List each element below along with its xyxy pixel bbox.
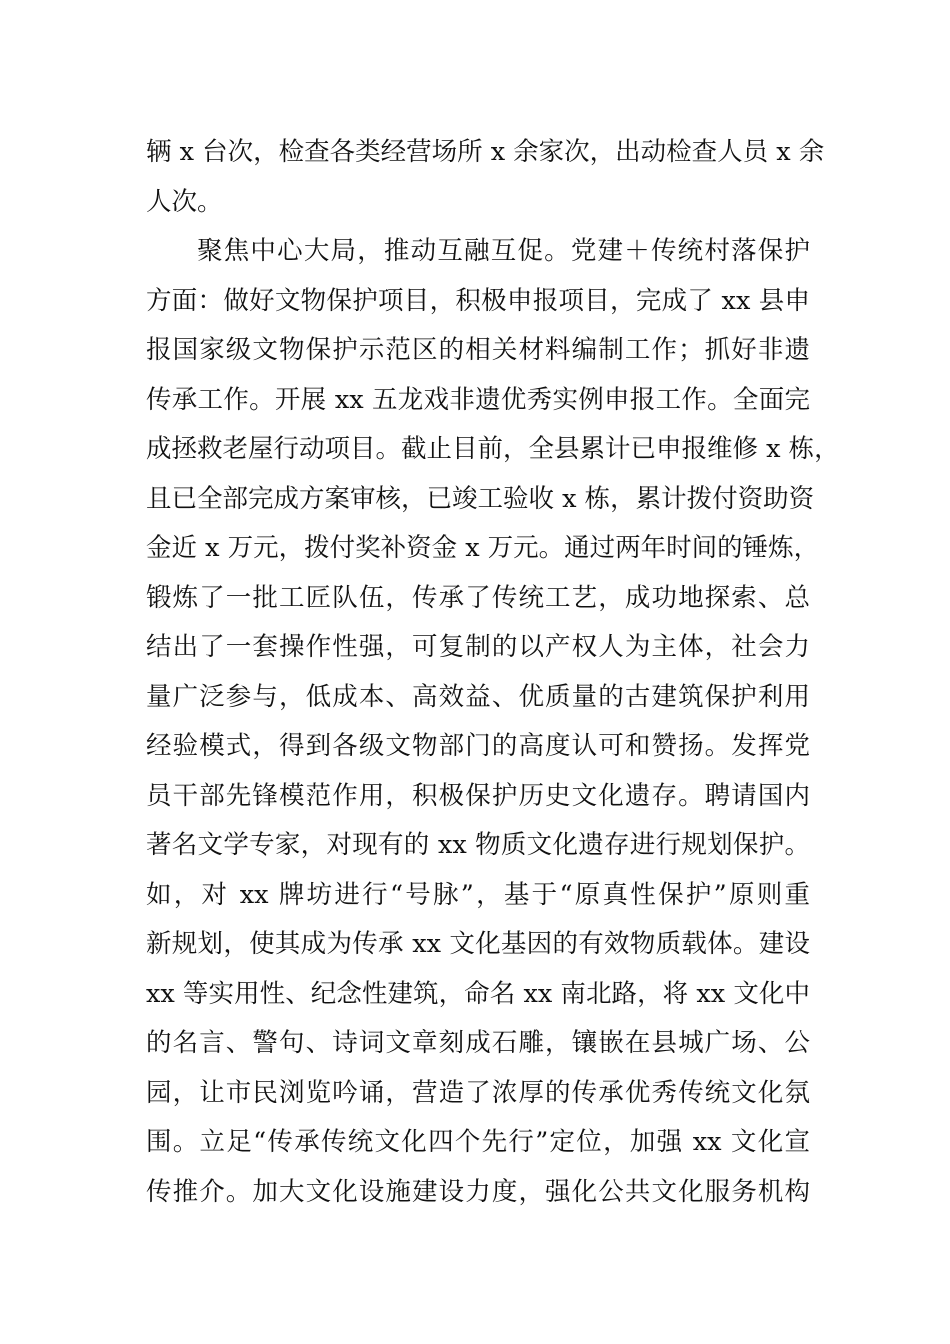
document-body: [146, 128, 840, 1217]
text-line: 如，对 xx 牌坊进行“号脉”，基于“原真性保护”原则重: [146, 879, 810, 910]
paragraph-1: [146, 128, 825, 227]
text-line: 人次。: [146, 186, 223, 217]
text-line: 新规划，使其成为传承 xx 文化基因的有效物质载体。建设: [146, 929, 810, 959]
paragraph-2: [146, 227, 840, 1217]
text-line: 聚焦中心大局，推动互融互促。党建＋传统村落保护: [197, 236, 810, 266]
text-line: xx 等实用性、纪念性建筑，命名 xx 南北路，将 xx 文化中: [146, 978, 810, 1009]
text-line: 方面：做好文物保护项目，积极申报项目，完成了 xx 县申: [146, 285, 810, 316]
text-line: 传推介。加大文化设施建设力度，强化公共文化服务机构: [146, 1176, 810, 1207]
text-line: 经验模式，得到各级文物部门的高度认可和赞扬。发挥党: [146, 731, 810, 761]
text-line: 结出了一套操作性强，可复制的以产权人为主体，社会力: [146, 632, 810, 662]
text-line: 报国家级文物保护示范区的相关材料编制工作；抓好非遗: [146, 335, 810, 365]
text-line: 的名言、警句、诗词文章刻成石雕，镶嵌在县城广场、公: [146, 1028, 810, 1058]
text-line: 围。立足“传承传统文化四个先行”定位，加强 xx 文化宣: [146, 1127, 810, 1157]
text-line: 著名文学专家，对现有的 xx 物质文化遗存进行规划保护。: [146, 830, 810, 860]
text-line: 成拯救老屋行动项目。截止目前，全县累计已申报维修 x 栋，: [146, 434, 840, 464]
text-line: 金近 x 万元，拨付奖补资金 x 万元。通过两年时间的锤炼，: [146, 533, 820, 563]
text-line: 且已全部完成方案审核，已竣工验收 x 栋，累计拨付资助资: [146, 483, 815, 514]
text-line: 员干部先锋模范作用，积极保护历史文化遗存。聘请国内: [146, 780, 810, 811]
text-line: 量广泛参与，低成本、高效益、优质量的古建筑保护利用: [146, 681, 810, 712]
text-line: 锻炼了一批工匠队伍，传承了传统工艺，成功地探索、总: [146, 582, 810, 613]
text-line: 辆 x 台次，检查各类经营场所 x 余家次，出动检查人员 x 余: [146, 137, 825, 167]
text-line: 传承工作。开展 xx 五龙戏非遗优秀实例申报工作。全面完: [146, 384, 810, 415]
text-line: 园，让市民浏览吟诵，营造了浓厚的传承优秀传统文化氛: [146, 1077, 810, 1108]
